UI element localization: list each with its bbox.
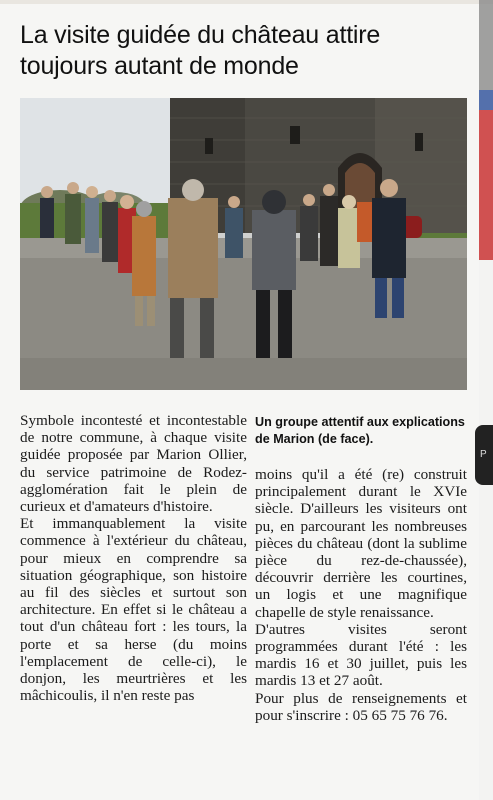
photo-castle-group [20,98,467,390]
column-1-paragraph-1: Symbole incontesté et incontestable de notre commune, à chaque visite guidée proposée par Marion Ollier, du service patrimoine de Rodez-agglomération fait le plein de curieux et d'amateurs d'histoire. [20,412,247,516]
article-column-1 [20,412,247,704]
column-1-paragraph-2: Et immanquablement la visite commence à l'extérieur du château, pour mieux en comprendre sa situation géographique, son histoire au fil des siècles et surtout son architecture. En effet si le château a tout d'un château fort : les tours, la porte et sa herse (du moins l'emplacement de celle-ci), le donjon, les meurtrières et les mâchicoulis, il n'en reste pas [20,515,247,705]
adjacent-page-edge [479,0,493,800]
side-tab[interactable] [475,425,493,485]
article-headline: La visite guidée du château attire toujours autant de monde [20,21,381,80]
side-tab-label: P [480,449,487,460]
column-2-paragraph-1: moins qu'il a été (re) construit principalement durant le XVIe siècle. D'ailleurs les visiteurs ont pu, en parcourant les nombreuses pièces du château (dont la sublime pièce du rez-de-chaussée), découvrir derrière les courtines, un logis et une magnifique chapelle de style renaissance. [255,466,467,621]
article-column-2 [255,466,467,724]
column-2-paragraph-3: Pour plus de renseignements et pour s'inscrire : 05 65 75 76 76. [255,689,467,724]
column-2-paragraph-2: D'autres visites seront programmées durant l'été : les mardis 16 et 30 juillet, puis les mardis 13 et 27 août. [255,620,467,690]
article-photo [20,98,467,390]
photo-caption: Un groupe attentif aux explications de Marion (de face). [255,415,465,446]
top-rule [0,0,493,4]
